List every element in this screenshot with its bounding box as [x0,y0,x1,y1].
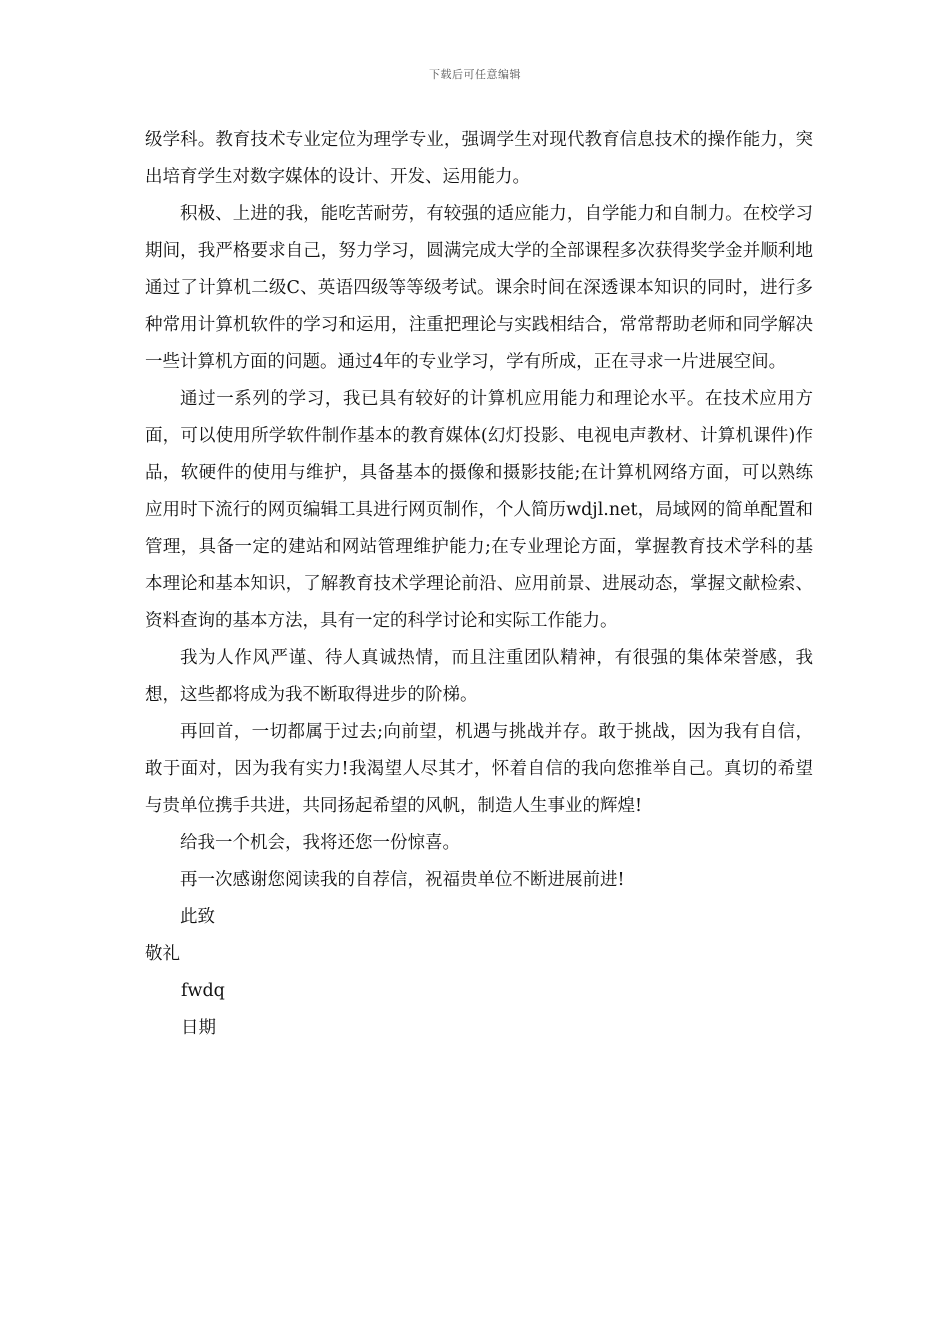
closing-greeting: 此致 [180,907,215,927]
paragraph-skills: 通过一系列的学习，我已具有较好的计算机应用能力和理论水平。在技术应用方面，可以使用所学软件制作基本的教育媒体(幻灯投影、电视电声教材、计算机课件)作品，软硬件的使用与维护，具备基本的摄像和摄影技能;在计算机网络方面，可以熟练应用时下流行的网页编辑工具进行网页制作，个人简历wdjl.net，局域网的简单配置和管理，具备一定的建站和网站管理维护能力;在专业理论方面，掌握教育技术学科的基本理论和基本知识，了解教育技术学理论前沿、应用前景、进展动态，掌握文献检索、资料查询的基本方法，具有一定的科学讨论和实际工作能力。 [145,389,813,631]
paragraph-request: 给我一个机会，我将还您一份惊喜。 [180,833,460,853]
page-header: 下载后可任意编辑 [429,68,521,81]
paragraph-character: 我为人作风严谨、待人真诚热情，而且注重团队精神，有很强的集体荣誉感，我想，这些都将成为我不断取得进步的阶梯。 [145,648,813,705]
date-line: 日期 [181,1018,216,1038]
closing-salute: 敬礼 [145,944,180,964]
paragraph-major: 级学科。教育技术专业定位为理学专业，强调学生对现代教育信息技术的操作能力，突出培育学生对数字媒体的设计、开发、运用能力。 [145,130,813,187]
signature: fwdq [181,981,225,1001]
paragraph-personality: 积极、上进的我，能吃苦耐劳，有较强的适应能力，自学能力和自制力。在校学习期间，我严格要求自己，努力学习，圆满完成大学的全部课程多次获得奖学金并顺利地通过了计算机二级C、英语四级等等级考试。课余时间在深透课本知识的同时，进行多种常用计算机软件的学习和运用，注重把理论与实践相结合，常常帮助老师和同学解决一些计算机方面的问题。通过4年的专业学习，学有所成，正在寻求一片进展空间。 [145,204,813,372]
paragraph-thanks: 再一次感谢您阅读我的自荐信，祝福贵单位不断进展前进! [180,870,625,890]
paragraph-outlook: 再回首，一切都属于过去;向前望，机遇与挑战并存。敢于挑战，因为我有自信，敢于面对，因为我有实力!我渴望人尽其才，怀着自信的我向您推举自己。真切的希望与贵单位携手共进，共同扬起希望的风帆，制造人生事业的辉煌! [145,722,813,816]
letter-body [145,122,813,1047]
